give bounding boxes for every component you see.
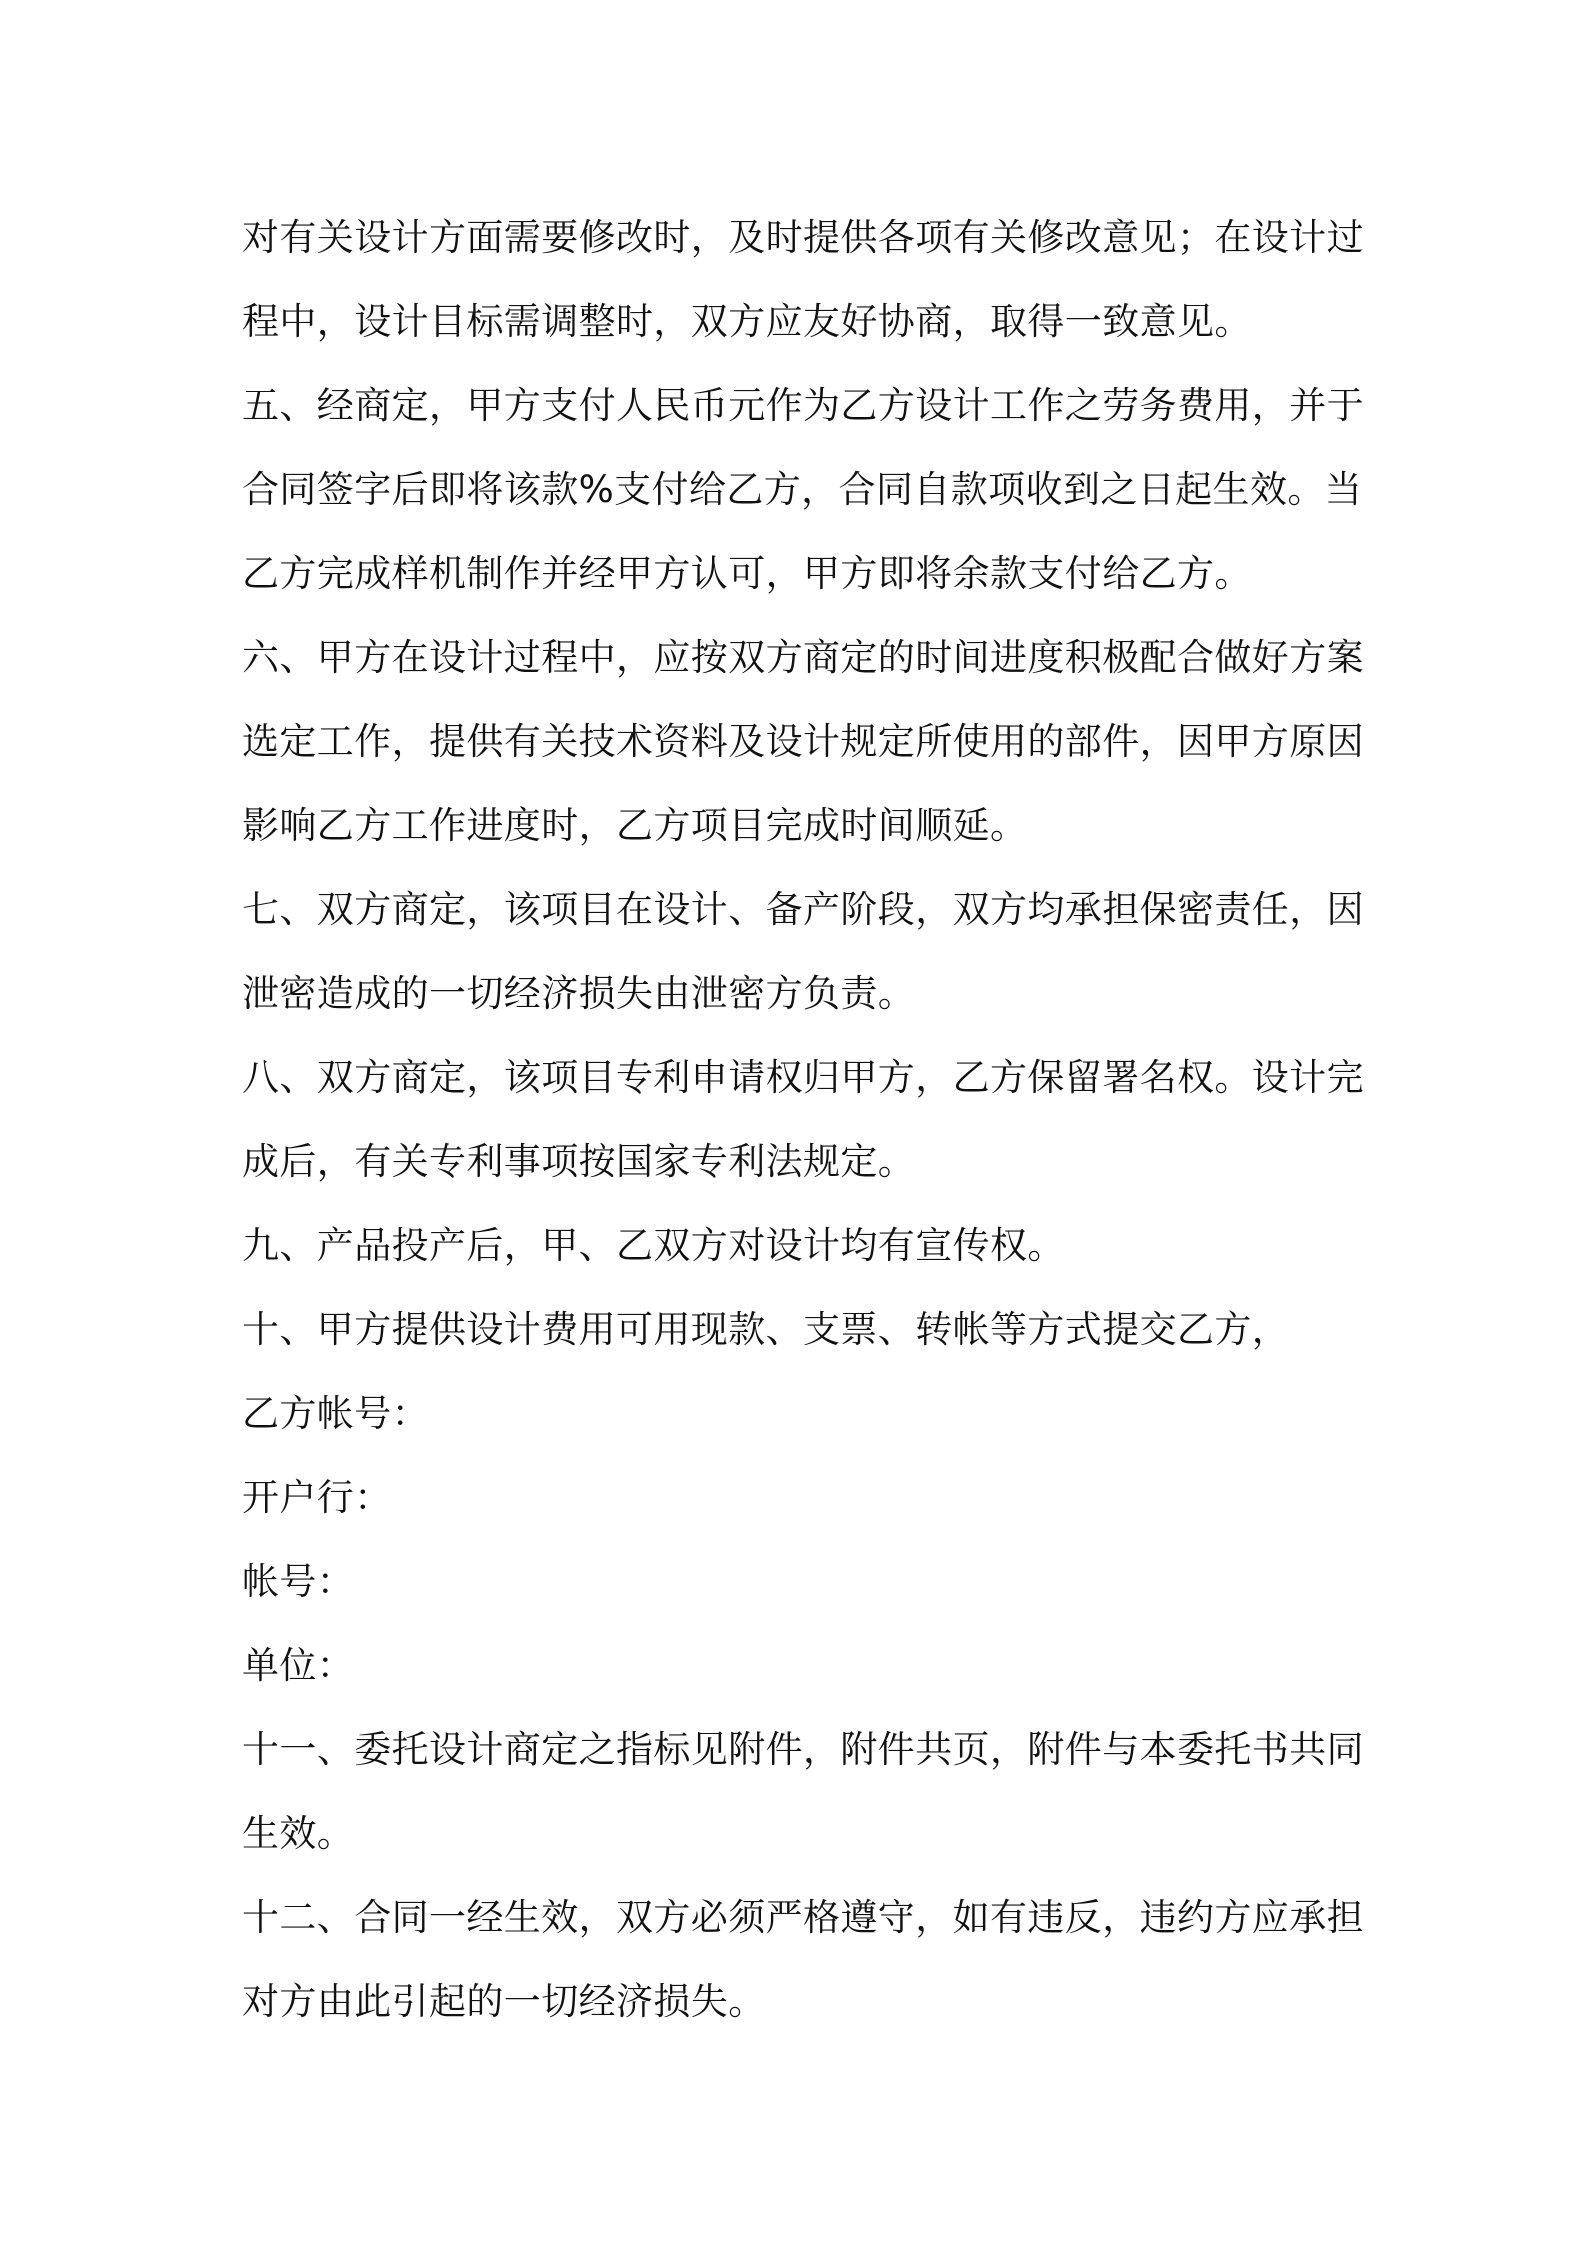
text-line: 生效。: [242, 1812, 355, 1855]
clause-5-line: 五、经商定，甲方支付人民币元作为乙方设计工作之劳务费用，并于: [242, 384, 1364, 427]
unit-label: 单位：: [242, 1644, 355, 1687]
clause-8-line: 八、双方商定，该项目专利申请权归甲方，乙方保留署名权。设计完: [242, 1056, 1364, 1099]
text-line: 成后，有关专利事项按国家专利法规定。: [242, 1140, 916, 1183]
account-label: 乙方帐号：: [242, 1392, 429, 1435]
text-line: 程中，设计目标需调整时，双方应友好协商，取得一致意见。: [242, 300, 1252, 343]
text-line: 影响乙方工作进度时，乙方项目完成时间顺延。: [242, 804, 1028, 847]
clause-12-line: 十二、合同一经生效，双方必须严格遵守，如有违反，违约方应承担: [242, 1896, 1364, 1939]
text-line: 泄密造成的一切经济损失由泄密方负责。: [242, 972, 916, 1015]
clause-7-line: 七、双方商定，该项目在设计、备产阶段，双方均承担保密责任，因: [242, 888, 1364, 931]
clause-11-line: 十一、委托设计商定之指标见附件，附件共页，附件与本委托书共同: [242, 1728, 1364, 1771]
clause-9-line: 九、产品投产后，甲、乙双方对设计均有宣传权。: [242, 1224, 1065, 1267]
bank-label: 开户行：: [242, 1476, 392, 1519]
text-line: 乙方完成样机制作并经甲方认可，甲方即将余款支付给乙方。: [242, 552, 1252, 595]
clause-6-line: 六、甲方在设计过程中，应按双方商定的时间进度积极配合做好方案: [242, 636, 1364, 679]
account-number-label: 帐号：: [242, 1560, 355, 1603]
document-body: [242, 196, 1362, 2044]
clause-10-line: 十、甲方提供设计费用可用现款、支票、转帐等方式提交乙方，: [242, 1308, 1290, 1351]
text-line: 对方由此引起的一切经济损失。: [242, 1980, 766, 2023]
text-line: 合同签字后即将该款%支付给乙方，合同自款项收到之日起生效。当: [242, 468, 1363, 511]
text-line: 选定工作，提供有关技术资料及设计规定所使用的部件，因甲方原因: [242, 720, 1364, 763]
text-line: 对有关设计方面需要修改时，及时提供各项有关修改意见；在设计过: [242, 216, 1364, 259]
